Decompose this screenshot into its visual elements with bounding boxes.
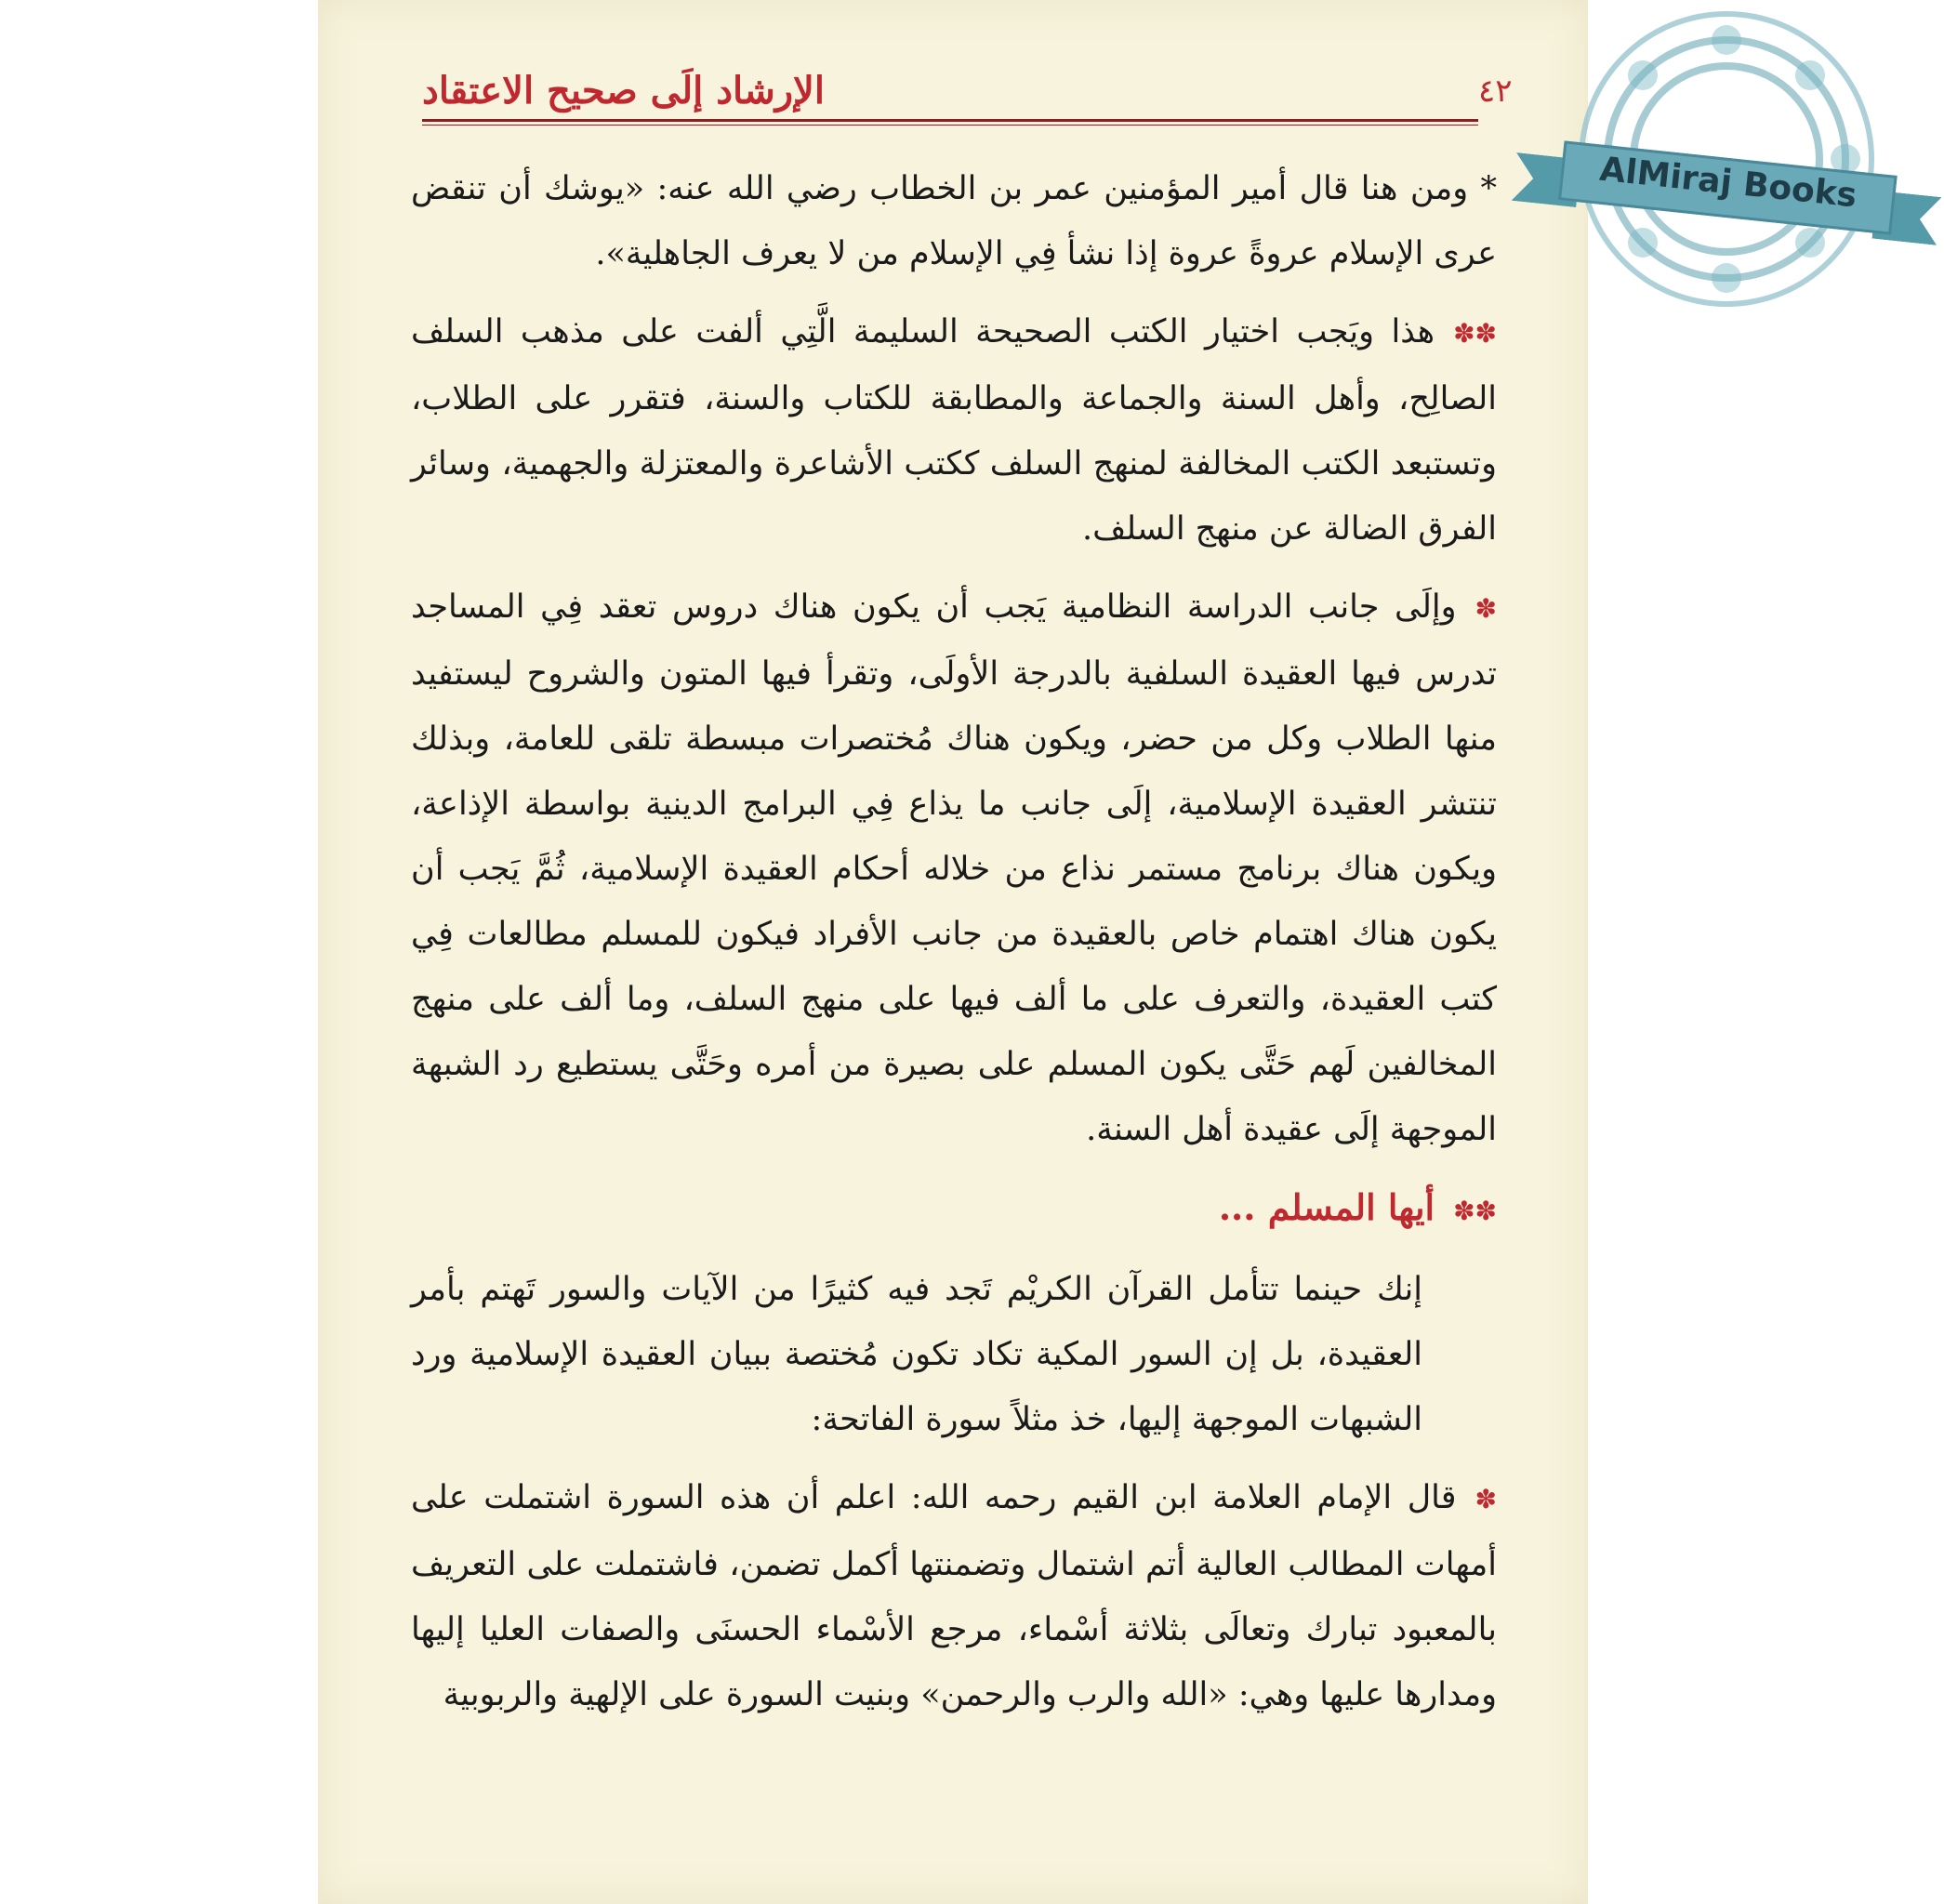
- asterisk-icon: ✽: [1475, 1484, 1497, 1514]
- paragraph-study: [411, 575, 1497, 1162]
- paragraph-text: * ومن هنا قال أمير المؤمنين عمر بن الخطاب رضي الله عنه: «يوشك أن تنقض عرى الإسلام عروةً عروة إذا نشأ فِي الإسلام من لا يعرف الجاهلية».: [411, 170, 1497, 272]
- page-header: [318, 65, 1588, 121]
- almiraj-watermark-logo: [1579, 11, 1874, 307]
- header-rule: [422, 119, 1478, 126]
- double-asterisk-icon: ✽✽: [1453, 1196, 1497, 1226]
- double-asterisk-icon: ✽✽: [1453, 318, 1497, 349]
- paragraph-text: وإلَى جانب الدراسة النظامية يَجب أن يكون هناك دروس تعقد فِي المساجد تدرس فيها العقيدة السلفية بالدرجة الأولَى، وتقرأ فيها المتون والشروح ليستفيد منها الطلاب وكل من حضر، ويكون هناك مُختصرات مبسطة تلقى للعامة، وبذلك تنتشر العقيدة الإسلامية، إلَى جانب ما يذاع فِي البرامج الدينية بواسطة الإذاعة، ويكون هناك برنامج مستمر نذاع من خلاله أحكام العقيدة الإسلامية، ثُمَّ يَجب أن يكون هناك اهتمام خاص بالعقيدة من جانب الأفراد فيكون للمسلم مطالعات فِي كتب العقيدة، والتعرف على ما ألف فيها على منهج السلف، وما ألف على منهج المخالفين لَهم حَتَّى يكون المسلم على بصيرة من أمره وحَتَّى يستطيع رد الشبهة الموجهة إلَى عقيدة أهل السنة.: [411, 588, 1497, 1148]
- paragraph-text: هذا ويَجب اختيار الكتب الصحيحة السليمة الَّتِي ألفت على مذهب السلف الصالِح، وأهل السنة والجماعة والمطابقة للكتاب والسنة، فتقرر على الطلاب، وتستبعد الكتب المخالفة لمنهج السلف ككتب الأشاعرة والمعتزلة والجهمية، وسائر الفرق الضالة عن منهج السلف.: [411, 313, 1497, 548]
- book-page: [318, 0, 1859, 1904]
- paragraph-text: قال الإمام العلامة ابن القيم رحمه الله: اعلم أن هذه السورة اشتملت على أمهات المطالب العالية أتم اشتمال وتضمنتها أكمل تضمن، فاشتملت على التعريف بالمعبود تبارك وتعالَى بثلاثة أسْماء، مرجع الأسْماء الحسنَى والصفات العليا إليها ومدارها عليها وهي: «الله والرب والرحمن» وبنيت السورة على الإلهية والربوبية: [411, 1479, 1497, 1713]
- paragraph-text: إنك حينما تتأمل القرآن الكريْم تَجد فيه كثيرًا من الآيات والسور تَهتم بأمر العقيدة، بل إن السور المكية تكاد تكون مُختصة ببيان العقيدة الإسلامية ورد الشبهات الموجهة إليها، خذ مثلاً سورة الفاتحة:: [411, 1271, 1422, 1438]
- body-text: [411, 156, 1497, 1740]
- asterisk-icon: ✽: [1475, 593, 1497, 624]
- section-heading: [411, 1175, 1497, 1244]
- paragraph-ibn-qayyim: [411, 1465, 1497, 1727]
- heading-text: أيها المسلم ...: [1218, 1186, 1435, 1228]
- paragraph-books: [411, 299, 1497, 562]
- paragraph-quote-umar: [411, 156, 1497, 286]
- brand-name: AlMiraj Books: [1597, 150, 1859, 216]
- running-title: الإرشاد إلَى صحيح الاعتقاد: [422, 69, 825, 112]
- paragraph-quran: [411, 1257, 1497, 1452]
- page-number: ٤٢: [1478, 73, 1513, 110]
